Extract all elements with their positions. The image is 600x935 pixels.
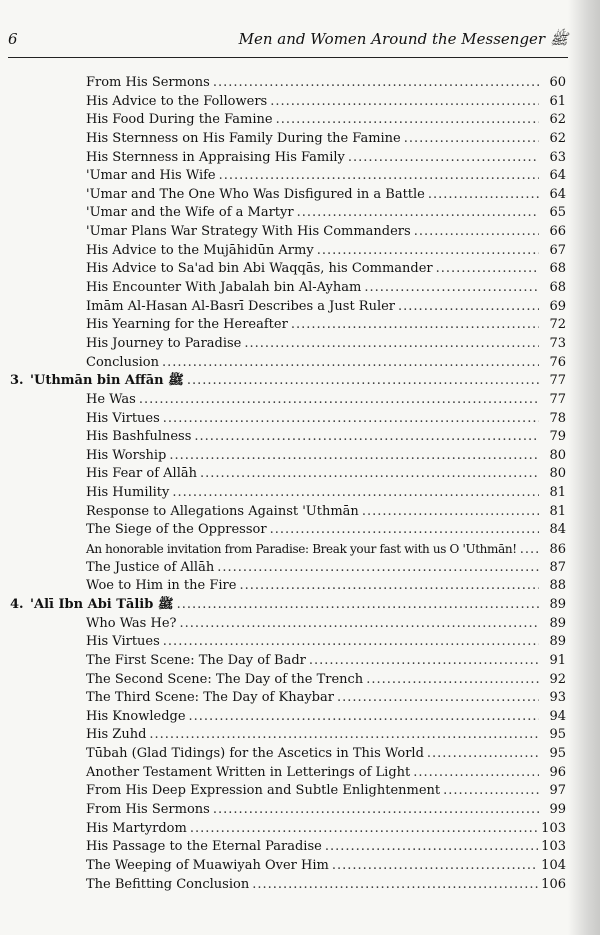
toc-entry-page: 68 [549,280,566,296]
toc-entry [10,279,566,298]
toc-entry [10,316,566,335]
toc-entry-title: From His Sermons [86,801,210,817]
toc-entry-page: 81 [549,485,566,501]
dot-leader [139,391,539,410]
dot-leader [162,354,539,373]
toc-entry-title: His Fear of Allāh [86,466,197,482]
dot-leader [366,671,539,690]
dot-leader [427,745,539,764]
toc-entry [10,204,566,223]
toc-entry-page: 89 [549,615,566,631]
toc-entry-page: 103 [541,820,566,836]
dot-leader [291,316,539,335]
toc-entry-page: 81 [549,503,566,519]
dot-leader [270,93,539,112]
toc-entry-title: 'Umar and His Wife [86,168,216,184]
toc-entry [10,167,566,186]
dot-leader [404,130,539,149]
toc-entry-page: 106 [541,876,566,892]
toc-entry-page: 68 [549,261,566,277]
toc-entry-page: 73 [549,335,566,351]
dot-leader [163,633,539,652]
toc-entry-page: 61 [549,93,566,109]
toc-entry [10,465,566,484]
dot-leader [189,708,539,727]
toc-entry-title: From His Deep Expression and Subtle Enlightenment [86,783,441,799]
toc-entry [10,577,566,596]
toc-chapter-entry [10,372,566,391]
toc-entry-number: 3. [10,373,24,389]
dot-leader [163,410,539,429]
toc-entry [10,876,566,895]
page-number: 6 [8,30,18,48]
toc-entry-title: His Advice to Sa'ad bin Abi Waqqās, his Commander [86,261,433,277]
dot-leader [177,596,539,615]
toc-entry-title: His Journey to Paradise [86,335,242,351]
toc-entry-title: His Bashfulness [86,429,192,445]
toc-entry-title: He Was [86,391,136,407]
toc-entry [10,726,566,745]
toc-entry-page: 79 [549,429,566,445]
toc-entry [10,223,566,242]
dot-leader [217,559,539,578]
dot-leader [219,167,539,186]
dot-leader [200,465,539,484]
toc-entry-title: Response to Allegations Against 'Uthmān [86,503,359,519]
toc-entry-page: 62 [549,112,566,128]
toc-entry [10,782,566,801]
toc-entry-title: The Third Scene: The Day of Khaybar [86,690,334,706]
dot-leader [436,260,539,279]
toc-entry-title: His Knowledge [86,708,186,724]
toc-entry [10,242,566,261]
dot-leader [213,801,539,820]
toc-entry [10,764,566,783]
toc-entry-page: 62 [549,130,566,146]
dot-leader [213,74,539,93]
toc-entry [10,521,566,540]
toc-entry [10,74,566,93]
toc-entry-page: 104 [541,857,566,873]
toc-entry-title: An honorable invitation from Paradise: Break your fast with us O 'Uthmān! [86,542,517,557]
toc-entry [10,410,566,429]
dot-leader [414,223,539,242]
page-edge-shadow [568,0,600,935]
toc-entry-page: 72 [549,317,566,333]
toc-entry [10,391,566,410]
dot-leader [169,447,539,466]
toc-entry-title: From His Sermons [86,75,210,90]
toc-entry-page: 67 [549,242,566,258]
toc-entry [10,335,566,354]
toc-entry [10,484,566,503]
toc-entry-title: Imām Al-Hasan Al-Basrī Describes a Just Ruler [86,298,396,314]
toc-entry-title: 'Uthmān bin Affān ﷺ [30,373,184,389]
toc-entry-title: His Martyrdom [86,820,187,836]
toc-entry-page: 103 [541,839,566,855]
toc-entry-title: The Second Scene: The Day of the Trench [86,671,364,687]
dot-leader [239,577,539,596]
toc-entry-title: The Befitting Conclusion [86,876,250,892]
toc-entry-page: 86 [549,542,566,558]
dot-leader [337,689,539,708]
toc-entry [10,93,566,112]
toc-entry [10,857,566,876]
dot-leader [244,335,539,354]
dot-leader [194,428,539,447]
dot-leader [149,726,539,745]
toc-entry-page: 63 [549,149,566,165]
toc-entry-page: 88 [549,578,566,594]
toc-entry-title: His Zuhd [86,727,147,743]
toc-entry-title: The Weeping of Muawiyah Over Him [86,857,329,873]
dot-leader [332,857,538,876]
toc-entry [10,652,566,671]
toc-entry [10,354,566,373]
toc-entry-page: 89 [549,596,566,612]
toc-entry-page: 77 [549,373,566,389]
toc-entry-title: 'Alī Ibn Abi Tālib ﷺ [30,596,174,612]
toc-entry [10,149,566,168]
toc-entry [10,447,566,466]
toc-entry [10,745,566,764]
toc-entry-page: 64 [549,168,566,184]
toc-entry-page: 76 [549,354,566,370]
toc-entry [10,186,566,205]
toc-entry-title: His Encounter With Jabalah bin Al-Ayham [86,280,362,296]
toc-entry-page: 89 [549,634,566,650]
toc-entry-page: 65 [549,205,566,221]
toc-entry-page: 99 [549,801,566,817]
toc-entry-page: 95 [549,746,566,762]
dot-leader [362,503,539,522]
toc-entry-title: His Food During the Famine [86,112,273,128]
toc-entry-title: The First Scene: The Day of Badr [86,652,306,668]
toc-entry-title: His Passage to the Eternal Paradise [86,839,322,855]
toc-entry [10,633,566,652]
toc-entry-page: 66 [549,224,566,240]
toc-entry-title: Another Testament Written in Letterings of Light [86,764,411,780]
toc-entry-title: 'Umar and the Wife of a Martyr [86,205,294,221]
toc-entry-number: 4. [10,596,24,612]
toc-entry [10,801,566,820]
toc-entry [10,708,566,727]
dot-leader [317,242,539,261]
toc-entry [10,559,566,578]
running-title: Men and Women Around the Messenger ﷺ [238,30,568,48]
dot-leader [364,279,539,298]
toc-entry [10,820,566,839]
header-rule [8,57,568,58]
dot-leader [520,541,539,559]
dot-leader [187,372,539,391]
dot-leader [348,149,539,168]
toc-entry-page: 84 [549,522,566,538]
toc-entry-title: His Sternness on His Family During the Famine [86,130,401,146]
toc-entry-title: His Sternness in Appraising His Family [86,149,345,165]
toc-entry-page: 93 [549,690,566,706]
dot-leader [276,111,539,130]
dot-leader [297,204,539,223]
toc-entry-page: 97 [549,783,566,799]
toc-entry-title: His Worship [86,447,167,463]
dot-leader [325,838,538,857]
toc-entry-page: 91 [549,652,566,668]
toc-entry [10,111,566,130]
toc-entry-page: 78 [549,410,566,426]
toc-entry [10,540,566,559]
toc-entry [10,503,566,522]
toc-entry [10,428,566,447]
toc-entry-page: 80 [549,466,566,482]
toc-entry-title: Woe to Him in the Fire [86,578,237,594]
toc-entry-page: 92 [549,671,566,687]
toc-entry-title: Who Was He? [86,615,177,631]
dot-leader [270,521,539,540]
toc-entry-title: Conclusion [86,354,159,370]
toc-entry-title: His Advice to the Mujāhidūn Army [86,242,314,258]
toc-entry-title: His Virtues [86,634,160,650]
toc-entry-title: The Siege of the Oppressor [86,522,267,538]
toc-entry [10,838,566,857]
toc-entry-title: His Advice to the Followers [86,93,268,109]
page-header [8,30,568,56]
toc-entry-page: 94 [549,708,566,724]
dot-leader [309,652,539,671]
toc-entry [10,689,566,708]
dot-leader [179,615,539,634]
dot-leader [443,782,539,801]
dot-leader [190,820,538,839]
dot-leader [172,484,539,503]
toc-entry [10,130,566,149]
toc-chapter-entry [10,596,566,615]
dot-leader [398,298,539,317]
table-of-contents [10,74,566,894]
toc-entry-page: 96 [549,764,566,780]
toc-entry-page: 64 [549,186,566,202]
toc-entry-title: 'Umar Plans War Strategy With His Commanders [86,224,411,240]
toc-entry [10,615,566,634]
toc-entry-title: His Virtues [86,410,160,426]
toc-entry-title: Tūbah (Glad Tidings) for the Ascetics in This World [86,746,424,762]
toc-entry [10,260,566,279]
toc-entry-page: 87 [549,559,566,575]
toc-entry-title: His Yearning for the Hereafter [86,317,288,333]
dot-leader [413,764,539,783]
toc-entry [10,671,566,690]
toc-entry-title: His Humility [86,485,170,501]
toc-entry-page: 80 [549,447,566,463]
toc-entry-page: 69 [549,298,566,314]
toc-entry-title: 'Umar and The One Who Was Disfigured in a Battle [86,186,425,202]
dot-leader [252,876,538,895]
toc-entry-page: 95 [549,727,566,743]
dot-leader [428,186,539,205]
toc-entry-title: The Justice of Allāh [86,559,215,575]
toc-entry-page: 60 [549,75,566,90]
toc-entry-page: 77 [549,391,566,407]
toc-entry [10,298,566,317]
